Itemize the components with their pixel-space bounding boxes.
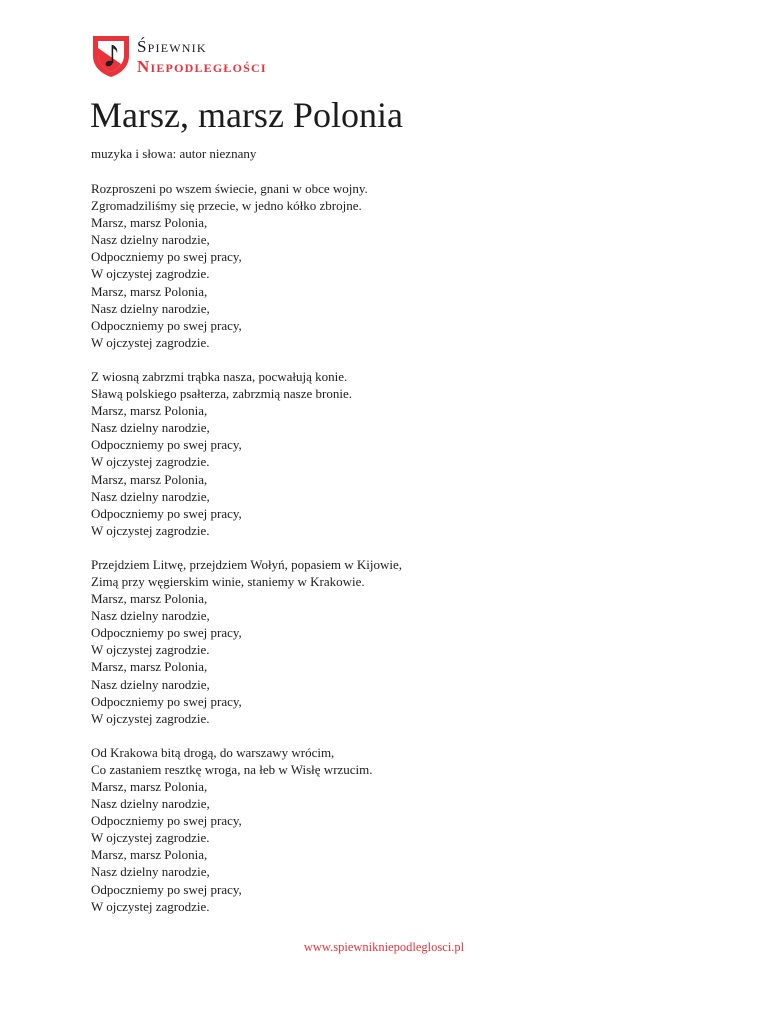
- lyric-line: W ojczystej zagrodzie.: [91, 266, 210, 282]
- logo-line-niepodleglosci: Niepodległości: [137, 57, 267, 76]
- lyric-line: Marsz, marsz Polonia,: [91, 403, 208, 419]
- lyric-line: Marsz, marsz Polonia,: [91, 847, 208, 863]
- lyric-line: W ojczystej zagrodzie.: [91, 642, 210, 658]
- site-logo[interactable]: [91, 34, 267, 78]
- lyric-line: Marsz, marsz Polonia,: [91, 215, 208, 231]
- lyric-line: Rozproszeni po wszem świecie, gnani w obce wojny.: [91, 181, 368, 196]
- lyric-line: Marsz, marsz Polonia,: [91, 659, 208, 675]
- lyric-line: Przejdziem Litwę, przejdziem Wołyń, popasiem w Kijowie,: [91, 556, 402, 572]
- lyric-line: Nasz dzielny narodzie,: [91, 864, 210, 880]
- lyric-line: Marsz, marsz Polonia,: [91, 591, 208, 607]
- lyric-line: Zimą przy węgierskim winie, staniemy w Krakowie.: [91, 573, 365, 589]
- lyric-line: Odpoczniemy po swej pracy,: [91, 693, 242, 709]
- lyric-line: Marsz, marsz Polonia,: [91, 779, 208, 794]
- lyric-line: W ojczystej zagrodzie.: [91, 522, 210, 538]
- lyric-line: Nasz dzielny narodzie,: [91, 488, 210, 504]
- lyric-line: W ojczystej zagrodzie.: [91, 454, 210, 470]
- lyric-line: Nasz dzielny narodzie,: [91, 300, 210, 316]
- lyric-line: Odpoczniemy po swej pracy,: [91, 249, 242, 265]
- lyric-line: Odpoczniemy po swej pracy,: [91, 881, 242, 897]
- stanza: [91, 180, 691, 351]
- lyric-line: Sławą polskiego psałterza, zabrzmią nasze bronie.: [91, 386, 352, 402]
- lyric-line: Nasz dzielny narodzie,: [91, 676, 210, 692]
- lyric-line: Co zastaniem resztkę wroga, na łeb w Wisłę wrzucim.: [91, 761, 373, 777]
- lyric-line: Z wiosną zabrzmi trąbka nasza, pocwałują konie.: [91, 368, 348, 384]
- lyric-line: Od Krakowa bitą drogą, do warszawy wrócim,: [91, 744, 335, 760]
- lyric-line: Odpoczniemy po swej pracy,: [91, 505, 242, 521]
- stanza: [91, 744, 691, 915]
- lyric-line: W ojczystej zagrodzie.: [91, 830, 210, 846]
- lyric-line: Odpoczniemy po swej pracy,: [91, 813, 242, 829]
- song-credits: muzyka i słowa: autor nieznany: [91, 146, 257, 161]
- lyric-line: Nasz dzielny narodzie,: [91, 608, 210, 624]
- footer-website-link[interactable]: www.spiewnikniepodleglosci.pl: [303, 940, 465, 954]
- lyric-line: Odpoczniemy po swej pracy,: [91, 317, 242, 333]
- lyric-line: Marsz, marsz Polonia,: [91, 471, 208, 487]
- stanza: [91, 368, 691, 539]
- shield-music-note-icon: [91, 34, 131, 78]
- lyric-line: Odpoczniemy po swej pracy,: [91, 625, 242, 641]
- lyric-line: Nasz dzielny narodzie,: [91, 232, 210, 248]
- logo-line-spiewnik: Śpiewnik: [137, 37, 207, 56]
- stanza: [91, 556, 691, 727]
- lyric-line: W ojczystej zagrodzie.: [91, 710, 210, 726]
- lyric-line: Odpoczniemy po swej pracy,: [91, 437, 242, 453]
- lyric-line: W ojczystej zagrodzie.: [91, 334, 210, 350]
- song-title: Marsz, marsz Polonia: [90, 95, 403, 135]
- lyric-line: Marsz, marsz Polonia,: [91, 283, 208, 299]
- lyric-line: W ojczystej zagrodzie.: [91, 898, 210, 914]
- lyric-line: Zgromadziliśmy się przecie, w jedno kółko zbrojne.: [91, 198, 362, 214]
- lyric-line: Nasz dzielny narodzie,: [91, 796, 210, 812]
- lyrics: [91, 180, 691, 932]
- lyric-line: Nasz dzielny narodzie,: [91, 420, 210, 436]
- logo-text: [137, 37, 267, 75]
